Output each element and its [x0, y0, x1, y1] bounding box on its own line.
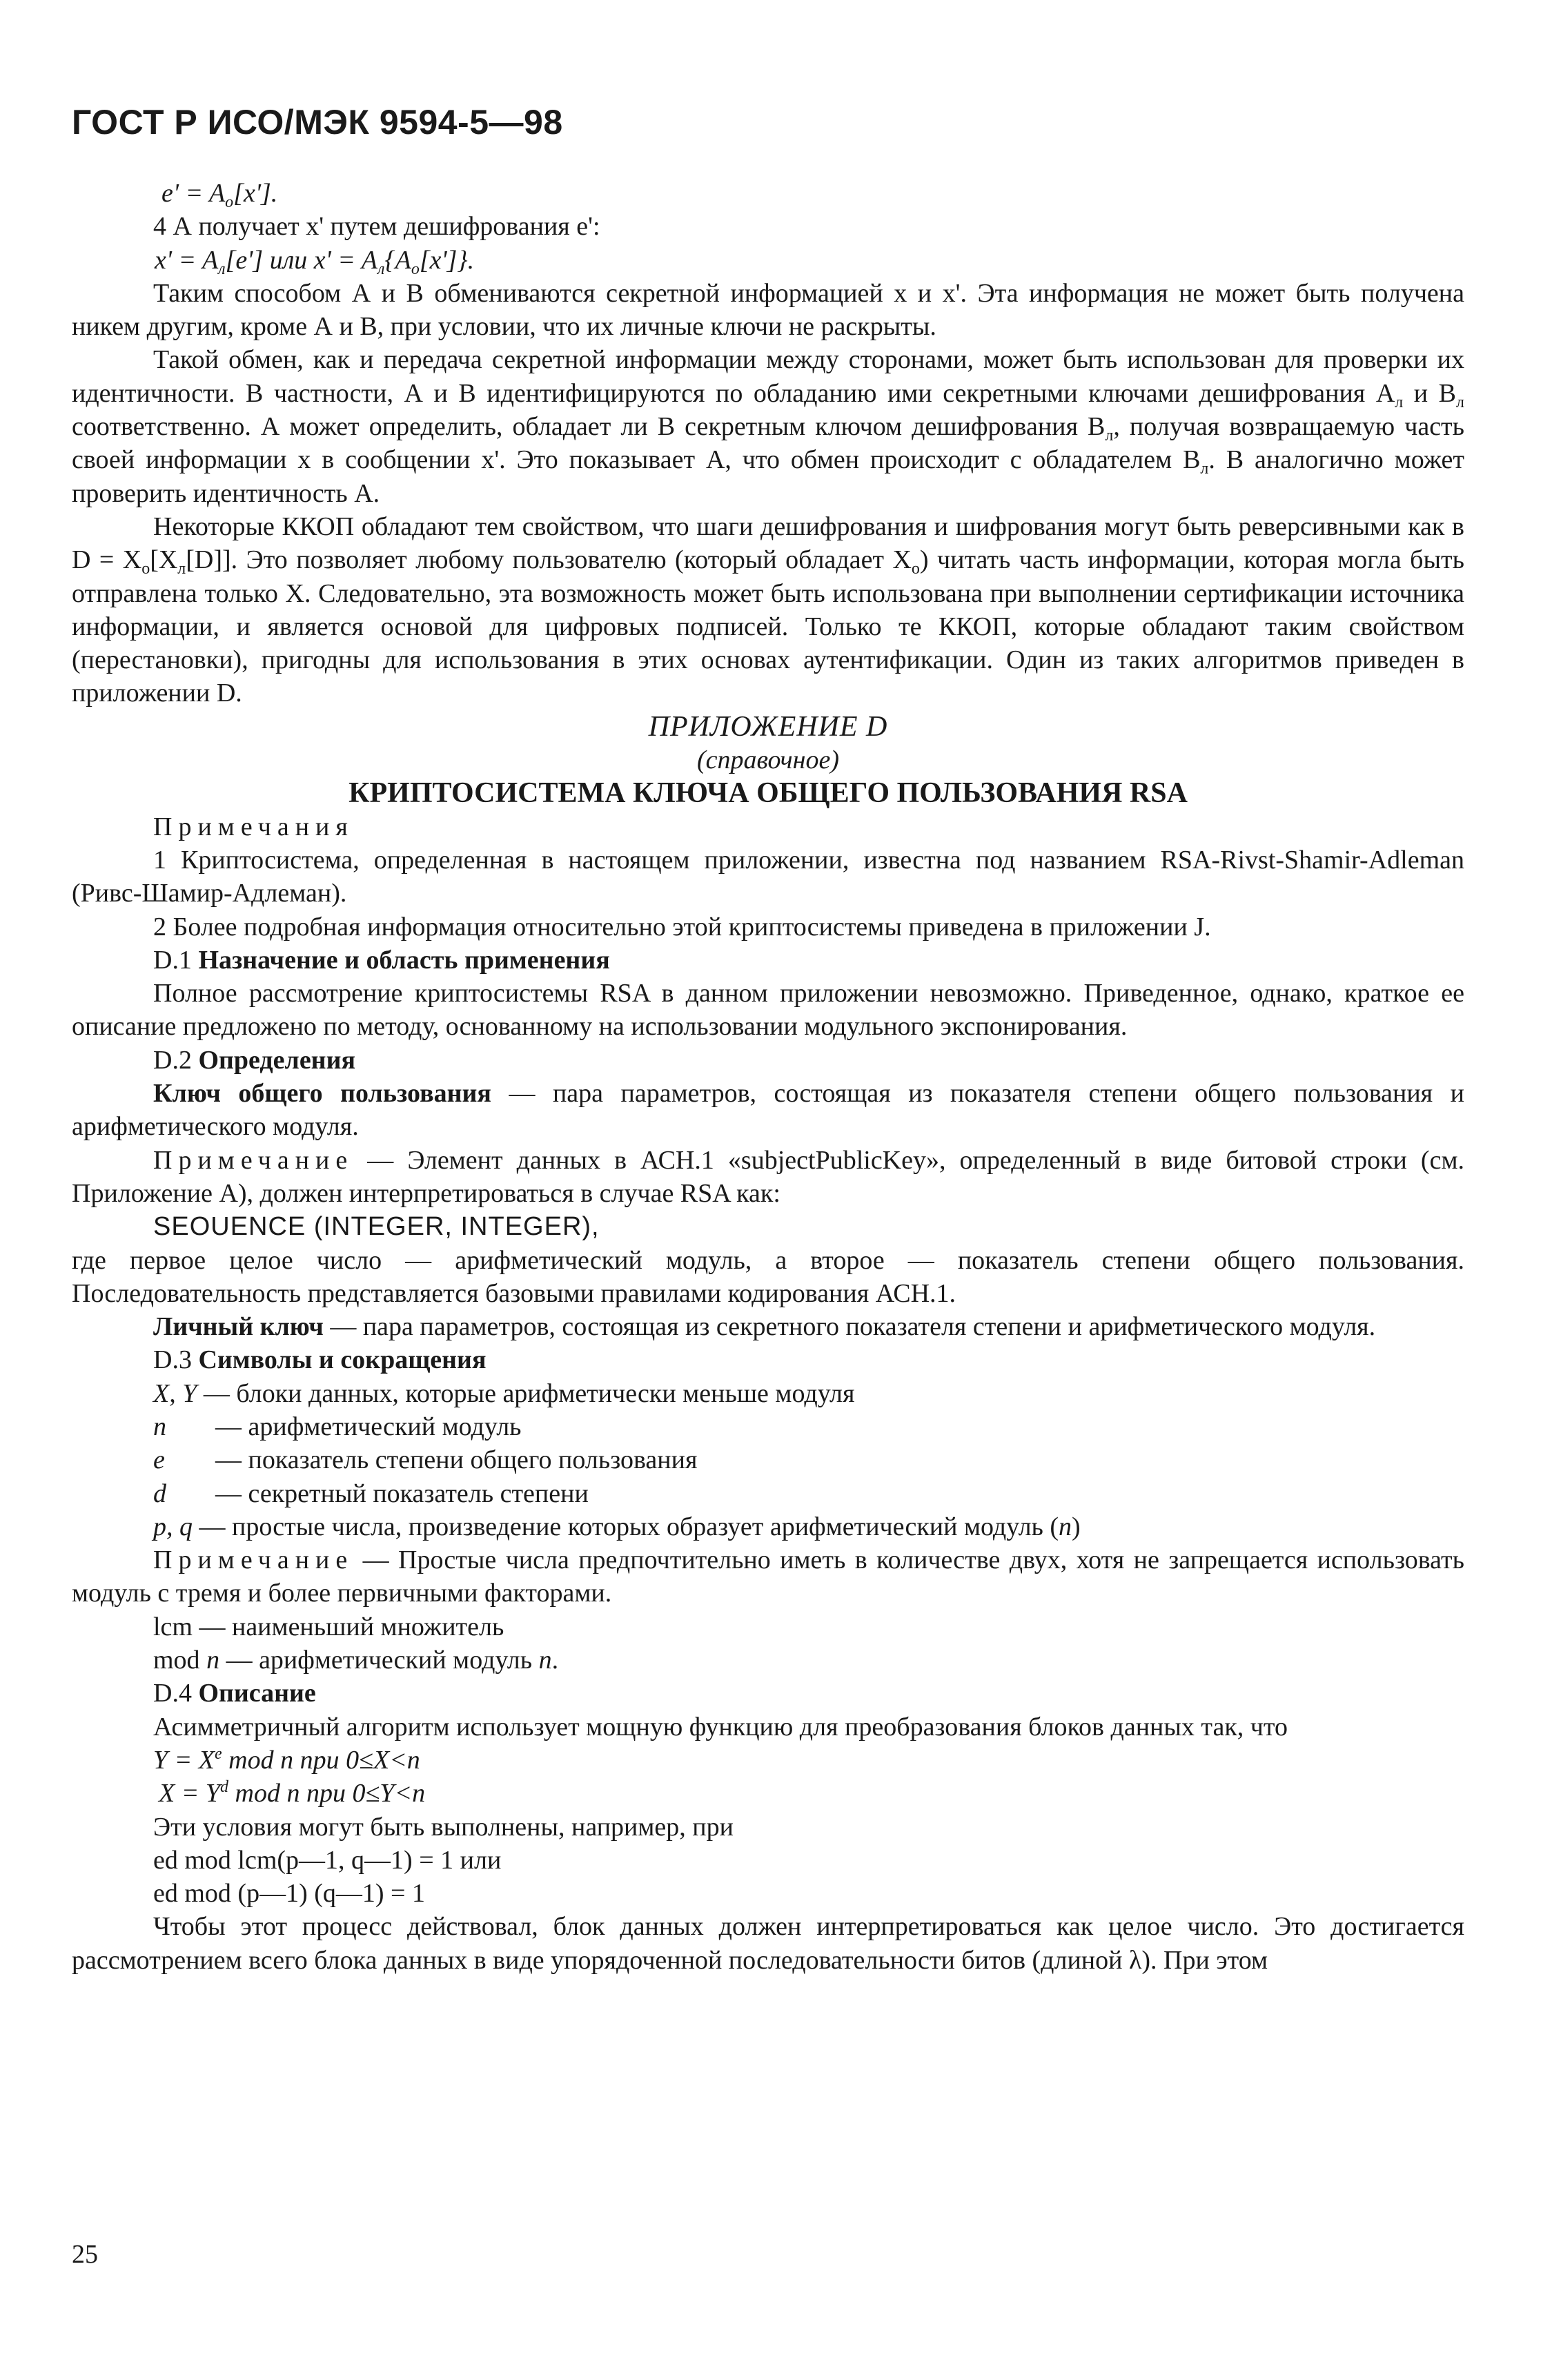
symbol-n	[72, 1410, 1464, 1443]
text-run: Такой обмен, как и передача секретной информации между сторонами, может быть использован для проверки их идентичности. В частности, А и В идентифицируются по обладанию ими секретными ключами дешифрования А	[72, 345, 1464, 408]
page-header: ГОСТ Р ИСО/МЭК 9594-5—98	[72, 103, 563, 142]
symbol: X, Y	[153, 1378, 197, 1408]
note-label: Примечание	[153, 1145, 354, 1175]
symbol-description: — блоки данных, которые арифметически меньше модуля	[197, 1378, 855, 1408]
subscript: л	[218, 260, 226, 278]
formula-text: x' = A	[155, 245, 219, 275]
page-number: 25	[72, 2240, 98, 2269]
annex-subtitle: (справочное)	[696, 745, 840, 775]
note-1: 1 Криптосистема, определенная в настоящем приложении, известна под названием RSA-Rivst-Shamir-Adleman (Ривс-Шамир-Адлеман).	[72, 845, 1464, 908]
sequence-definition: SEOUENCE (INTEGER, INTEGER),	[153, 1212, 600, 1242]
symbol-d	[72, 1477, 1464, 1510]
d3-note	[72, 1543, 1464, 1610]
section-number: D.3	[153, 1345, 199, 1375]
term: Личный ключ	[153, 1312, 324, 1342]
section-title: Описание	[198, 1679, 316, 1708]
symbol-description: — показатель степени общего пользования	[215, 1445, 698, 1475]
symbol: d	[153, 1479, 166, 1508]
section-d1-text: Полное рассмотрение криптосистемы RSA в данном приложении невозможно. Приведенное, однако, краткое ее описание предложено по методу, основанному на использовании модульного экспонирования.	[72, 979, 1464, 1042]
subscript: л	[1200, 460, 1209, 478]
d4-text-1: Асимметричный алгоритм использует мощную функцию для преобразования блоков данных так, что	[153, 1712, 1288, 1742]
symbol: n	[1059, 1512, 1072, 1541]
subscript: л	[1395, 393, 1404, 411]
text-run: mod	[153, 1646, 207, 1675]
notes-label: Примечания	[153, 812, 354, 841]
equation-lcm: ed mod lcm(p—1, q—1) = 1 или	[153, 1845, 502, 1875]
text-run: . В аналогично может проверить идентичность А.	[72, 445, 1464, 508]
subscript: о	[141, 560, 150, 578]
equation-text: mod n при 0≤X<n	[222, 1745, 420, 1775]
text-run: — арифметический модуль	[219, 1646, 539, 1675]
equation-y	[72, 1744, 1464, 1777]
annex-title: ПРИЛОЖЕНИЕ D	[648, 710, 888, 743]
section-title: Символы и сокращения	[198, 1345, 487, 1375]
abbr-lcm: lcm — наименьший множитель	[153, 1612, 504, 1641]
abbr-mod	[72, 1643, 1464, 1677]
term: Ключ общего пользования	[153, 1079, 491, 1109]
formula-text: [e'] или x' = A	[225, 245, 377, 275]
section-number: D.2	[153, 1045, 199, 1075]
equation-text: mod n при 0≤Y<n	[228, 1779, 426, 1808]
equation-text: Y = X	[153, 1745, 215, 1775]
formula-e	[72, 177, 1464, 210]
symbol-xy	[72, 1377, 1464, 1410]
text-run: и В	[1403, 378, 1457, 408]
definition: — пара параметров, состоящая из секретного показателя степени и арифметического модуля.	[323, 1312, 1376, 1342]
symbol: n	[206, 1646, 220, 1675]
section-d4-heading	[72, 1677, 1464, 1710]
paragraph-1: Таким способом А и В обмениваются секретной информацией x и x'. Эта информация не может быть получена никем другим, кроме А и В, при условии, что их личные ключи не раскрыты.	[72, 278, 1464, 342]
symbol-description: — секретный показатель степени	[215, 1479, 589, 1508]
sequence-explanation	[72, 1244, 1464, 1311]
formula-text: e' = A	[161, 179, 226, 208]
subscript: л	[1456, 393, 1464, 411]
note-label: Примечание	[153, 1545, 354, 1575]
paragraph-2	[72, 343, 1464, 509]
text-run: , получая возвращаемую часть своей информации x в сообщении x'. Это показывает А, что обмен происходит с обладателем В	[72, 412, 1464, 475]
symbol-pq	[72, 1510, 1464, 1543]
formula-text: {A	[384, 245, 411, 275]
definition: — пара параметров, состоящая из показателя степени общего пользования и арифметического модуля.	[72, 1079, 1464, 1142]
formula-text: [x']}.	[419, 245, 475, 275]
subscript: о	[225, 193, 234, 211]
subscript: о	[411, 260, 420, 278]
annex-heading: КРИПТОСИСТЕМА КЛЮЧА ОБЩЕГО ПОЛЬЗОВАНИЯ RSA	[348, 777, 1188, 810]
symbol: p, q	[153, 1512, 193, 1541]
text-run: .	[551, 1646, 559, 1675]
text-run: [X	[150, 545, 178, 575]
equation-x	[72, 1777, 1464, 1810]
section-title: Назначение и область применения	[198, 945, 610, 975]
page-content	[72, 177, 1464, 1977]
equation-product: ed mod (p—1) (q—1) = 1	[153, 1879, 425, 1909]
text-run: ) читать часть информации, которая могла быть отправлена только X. Следовательно, эта возможность может быть использована при выполнении сертификации источника информации, и является основой для цифровых подписей. Только те ККОП, которые обладают таким свойством (перестановки), пригодны для использования в этих основах аутентификации. Один из таких алгоритмов приведен в приложении D.	[72, 545, 1464, 708]
formula-text: [x'].	[233, 179, 278, 208]
definition-private-key	[72, 1310, 1464, 1343]
section-number: D.1	[153, 945, 199, 975]
section-d1-heading	[72, 944, 1464, 977]
subscript: л	[377, 260, 385, 278]
section-title: Определения	[198, 1045, 356, 1075]
d2-note	[72, 1144, 1464, 1211]
symbol: e	[153, 1445, 165, 1475]
text-run: Некоторые ККОП обладают тем свойством, что шаги дешифрования и шифрования могут быть реверсивными как в D = X	[72, 511, 1464, 575]
d4-text-2: Эти условия могут быть выполнены, например, при	[153, 1812, 734, 1842]
superscript: d	[220, 1778, 228, 1797]
section-d2-heading	[72, 1044, 1464, 1077]
definition-public-key	[72, 1077, 1464, 1144]
text-run: где первое целое число — арифметический модуль, а второе — показатель степени общего пользования. Последовательность представляется базовыми правилами кодирования АСН.1.	[72, 1245, 1464, 1308]
subscript: л	[1105, 427, 1114, 445]
equation-text: X = Y	[159, 1779, 220, 1808]
note-2: 2 Более подробная информация относительно этой криптосистемы приведена в приложении J.	[153, 912, 1211, 942]
symbol: n	[153, 1412, 166, 1441]
d4-text-3: Чтобы этот процесс действовал, блок данных должен интерпретироваться как целое число. Это достигается рассмотрением всего блока данных в виде упорядоченной последовательности битов (длиной λ). При этом	[72, 1912, 1464, 1975]
symbol-e	[72, 1443, 1464, 1476]
symbol: n	[538, 1646, 552, 1675]
text-run: соответственно. А может определить, обладает ли В секретным ключом дешифрования В	[72, 412, 1106, 442]
section-d3-heading	[72, 1343, 1464, 1376]
section-number: D.4	[153, 1679, 199, 1708]
symbol-description: )	[1072, 1512, 1081, 1541]
text-run: [D]]. Это позволяет любому пользователю (который обладает X	[186, 545, 912, 575]
note-text: — Элемент данных в АСН.1 «subjectPublicKey», определенный в виде битовой строки (см. Приложение А), должен интерпретироваться в случае RSA как:	[72, 1145, 1464, 1208]
formula-x	[72, 244, 1464, 277]
step-4: 4 А получает x' путем дешифрования e':	[153, 212, 600, 242]
paragraph-3	[72, 510, 1464, 710]
subscript: л	[177, 560, 186, 578]
symbol-description: — арифметический модуль	[215, 1412, 522, 1441]
superscript: e	[215, 1744, 222, 1763]
note-text: — Простые числа предпочтительно иметь в количестве двух, хотя не запрещается использовать модуль с тремя и более первичными факторами.	[72, 1545, 1464, 1608]
subscript: о	[911, 560, 920, 578]
symbol-description: — простые числа, произведение которых образует арифметический модуль (	[193, 1512, 1059, 1541]
